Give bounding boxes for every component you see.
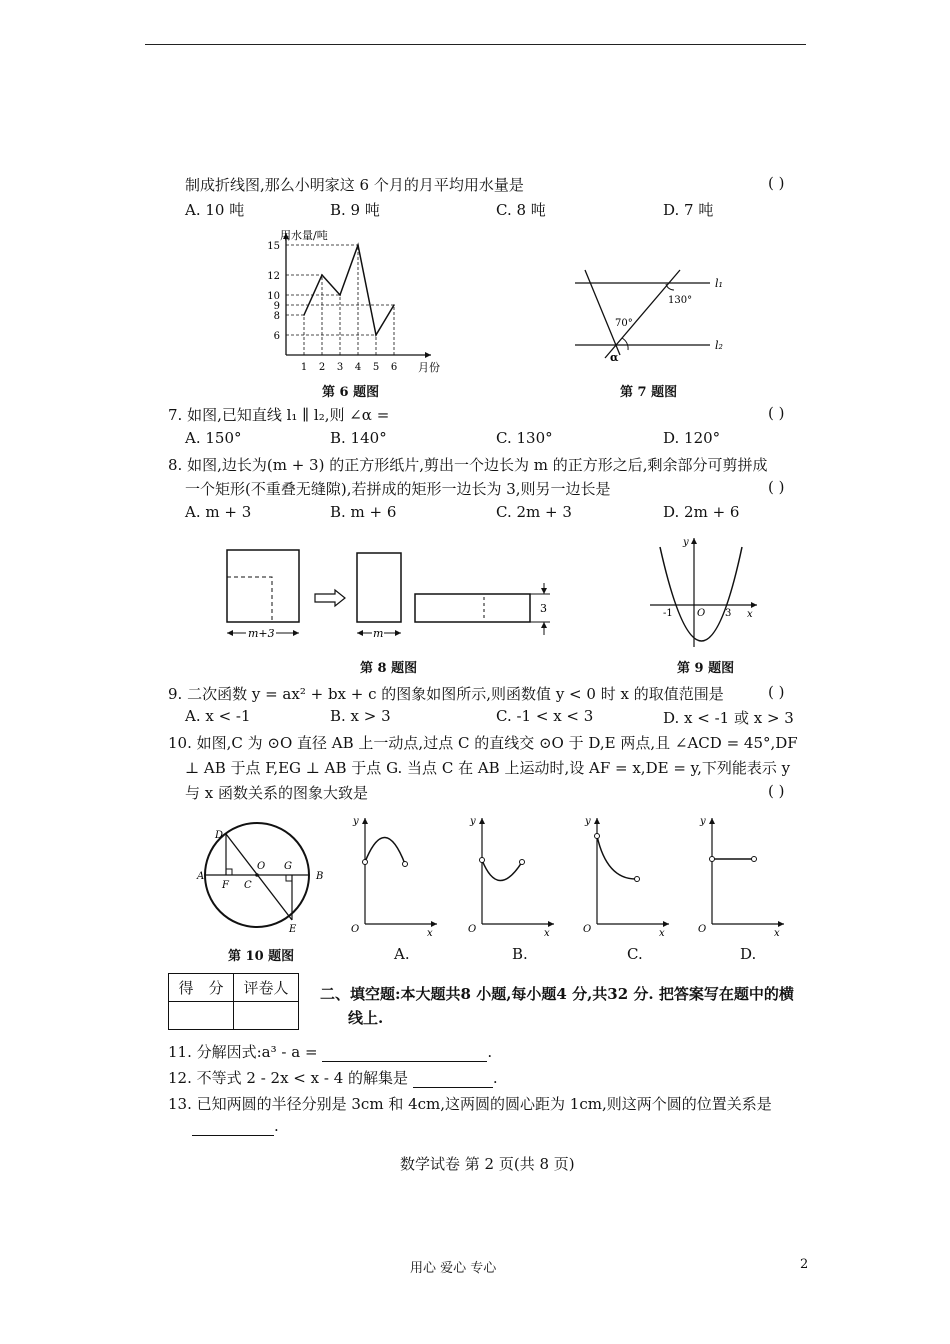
q7-option-a: A. 150°	[185, 429, 242, 447]
q9-paren: ( )	[768, 683, 785, 701]
fig10-graph-d	[692, 812, 792, 942]
fig6-xtick: 2	[318, 362, 326, 373]
fig10-graph-b	[462, 812, 562, 942]
svg-text:x: x	[427, 928, 433, 939]
grader-cell[interactable]	[234, 1002, 299, 1030]
score-box	[168, 973, 299, 1030]
fig7-diagram	[570, 268, 730, 368]
fig6-ytick: 8	[273, 311, 280, 322]
q7-text: 7. 如图,已知直线 l₁ ∥ l₂,则 ∠α =	[168, 406, 390, 424]
fig6-ytick: 12	[267, 271, 280, 282]
fig8-diagram	[222, 545, 562, 645]
q8-line1: 8. 如图,边长为(m + 3) 的正方形纸片,剪出一个边长为 m 的正方形之后,剩余部分可剪拼成	[168, 456, 768, 474]
fig10-pt-c: C	[244, 880, 252, 891]
score-label: 得 分	[169, 974, 234, 1002]
fig6-ytick: 15	[267, 241, 280, 252]
q9-option-d: D. x < -1 或 x > 3	[663, 709, 794, 727]
fig7-l1: l₁	[715, 277, 723, 290]
bottom-footer-text: 用心 爱心 专心	[410, 1261, 497, 1276]
bottom-page-number: 2	[800, 1257, 809, 1272]
q12-answer-blank[interactable]	[413, 1069, 493, 1088]
fig6-xtick: 5	[372, 362, 380, 373]
top-rule	[145, 44, 806, 45]
fig10-label-d: D.	[740, 945, 757, 963]
fig7-angle-130: 130°	[668, 295, 693, 306]
q6-option-c: C. 8 吨	[496, 201, 546, 219]
page-footer: 数学试卷 第 2 页(共 8 页)	[400, 1155, 575, 1173]
svg-text:O: O	[583, 924, 592, 935]
grader-label: 评卷人	[234, 974, 299, 1002]
fig6-series-line	[304, 245, 394, 335]
fig10-pt-o: O	[257, 861, 266, 872]
fig8-caption: 第 8 题图	[360, 661, 418, 676]
fig6-point	[375, 334, 377, 336]
fig6-xlabel: 月份	[418, 361, 440, 374]
fig9-three: 3	[725, 608, 732, 619]
q10-paren: ( )	[768, 782, 785, 800]
q10-line3: 与 x 函数关系的图象大致是	[185, 784, 368, 802]
svg-text:y: y	[585, 816, 591, 827]
q11-answer-blank[interactable]	[322, 1043, 487, 1062]
fig9-neg1: -1	[663, 608, 673, 619]
fig9-y: y	[683, 537, 689, 548]
q13-answer-row: .	[192, 1117, 279, 1136]
fig6-point	[303, 314, 305, 316]
fig9-caption: 第 9 题图	[677, 661, 735, 676]
q8-option-a: A. m + 3	[185, 503, 252, 521]
fig10-circle-diagram	[195, 825, 335, 940]
q10-line1: 10. 如图,C 为 ⊙O 直径 AB 上一动点,过点 C 的直线交 ⊙O 于 D,E 两点,且 ∠ACD = 45°,DF	[168, 734, 798, 752]
q12-text: 12. 不等式 2 - 2x < x - 4 的解集是	[168, 1069, 409, 1087]
fig6-point	[357, 244, 359, 246]
q8-option-b: B. m + 6	[330, 503, 397, 521]
svg-text:x: x	[774, 928, 780, 939]
fig6-caption: 第 6 题图	[322, 385, 380, 400]
q6-option-a: A. 10 吨	[185, 201, 245, 219]
fig10-pt-d: D	[215, 830, 224, 841]
q13-text: 13. 已知两圆的半径分别是 3cm 和 4cm,这两圆的圆心距为 1cm,则这两个圆的位置关系是	[168, 1095, 772, 1113]
fig7-caption: 第 7 题图	[620, 385, 678, 400]
q8-option-c: C. 2m + 3	[496, 503, 572, 521]
svg-text:x: x	[544, 928, 550, 939]
fig6-xtick: 4	[354, 362, 362, 373]
q9-option-b: B. x > 3	[330, 707, 391, 725]
svg-text:O: O	[351, 924, 360, 935]
fig6-xtick: 3	[336, 362, 344, 373]
fig10-pt-g: G	[284, 861, 292, 872]
fig7-l2: l₂	[715, 339, 723, 352]
fig6-xtick: 6	[390, 362, 398, 373]
score-cell[interactable]	[169, 1002, 234, 1030]
fig10-pt-b: B	[316, 871, 324, 882]
fig10-label-c: C.	[627, 945, 643, 963]
svg-text:O: O	[468, 924, 477, 935]
q6-option-b: B. 9 吨	[330, 201, 380, 219]
fig9-origin: O	[697, 608, 706, 619]
q10-line2: ⊥ AB 于点 F,EG ⊥ AB 于点 G. 当点 C 在 AB 上运动时,设 AF = x,DE = y,下列能表示 y	[185, 759, 791, 777]
fig6-ylabel: 用水量/吨	[280, 229, 328, 242]
q6-option-d: D. 7 吨	[663, 201, 714, 219]
q9-option-a: A. x < -1	[185, 707, 251, 725]
fig7-alpha: α	[610, 351, 619, 364]
fig6-ytick: 6	[273, 331, 280, 342]
section2-heading-line1: 二、填空题:本大题共8 小题,每小题4 分,共32 分. 把答案写在题中的横	[320, 985, 794, 1003]
fig9-x: x	[747, 609, 753, 620]
fig10-graph-a	[345, 812, 445, 942]
svg-text:x: x	[659, 928, 665, 939]
q7-option-c: C. 130°	[496, 429, 553, 447]
svg-text:O: O	[698, 924, 707, 935]
fig10-graph-c	[577, 812, 677, 942]
q9-option-c: C. -1 < x < 3	[496, 707, 594, 725]
fig6-ytick: 10	[267, 291, 280, 302]
fig8-label-three: 3	[540, 602, 547, 615]
fig8-label-big: m+3	[248, 627, 275, 640]
q12-row: 12. 不等式 2 - 2x < x - 4 的解集是 .	[168, 1069, 498, 1087]
q7-option-d: D. 120°	[663, 429, 721, 447]
q11-text: 11. 分解因式:a³ - a =	[168, 1043, 318, 1061]
fig10-pt-a: A	[197, 871, 205, 882]
fig10-label-b: B.	[512, 945, 528, 963]
q8-paren: ( )	[768, 478, 785, 496]
fig6-line-chart	[250, 225, 460, 380]
q8-line2: 一个矩形(不重叠无缝隙),若拼成的矩形一边长为 3,则另一边长是	[185, 480, 611, 498]
svg-text:y: y	[700, 816, 706, 827]
q9-text: 9. 二次函数 y = ax² + bx + c 的图象如图所示,则函数值 y < 0 时 x 的取值范围是	[168, 685, 724, 703]
q6-text: 制成折线图,那么小明家这 6 个月的月平均用水量是	[185, 176, 524, 194]
q6-paren: ( )	[768, 174, 785, 192]
fig10-caption: 第 10 题图	[228, 949, 295, 964]
fig6-point	[393, 304, 395, 306]
fig6-point	[321, 274, 323, 276]
section2-heading-line2: 线上.	[348, 1009, 384, 1027]
fig6-xtick: 1	[300, 362, 308, 373]
svg-text:y: y	[353, 816, 359, 827]
fig9-parabola	[645, 535, 765, 650]
fig7-angle-70: 70°	[615, 318, 633, 329]
fig6-ytick: 9	[273, 301, 280, 312]
q7-option-b: B. 140°	[330, 429, 387, 447]
fig10-pt-e: E	[289, 924, 297, 935]
svg-text:y: y	[470, 816, 476, 827]
q7-paren: ( )	[768, 404, 785, 422]
q11-row: 11. 分解因式:a³ - a = .	[168, 1043, 493, 1061]
fig10-pt-f: F	[222, 880, 229, 891]
fig10-label-a: A.	[394, 945, 410, 963]
q13-answer-blank[interactable]	[192, 1117, 274, 1136]
fig6-point	[339, 294, 341, 296]
fig8-label-small: m	[373, 627, 384, 640]
q8-option-d: D. 2m + 6	[663, 503, 740, 521]
